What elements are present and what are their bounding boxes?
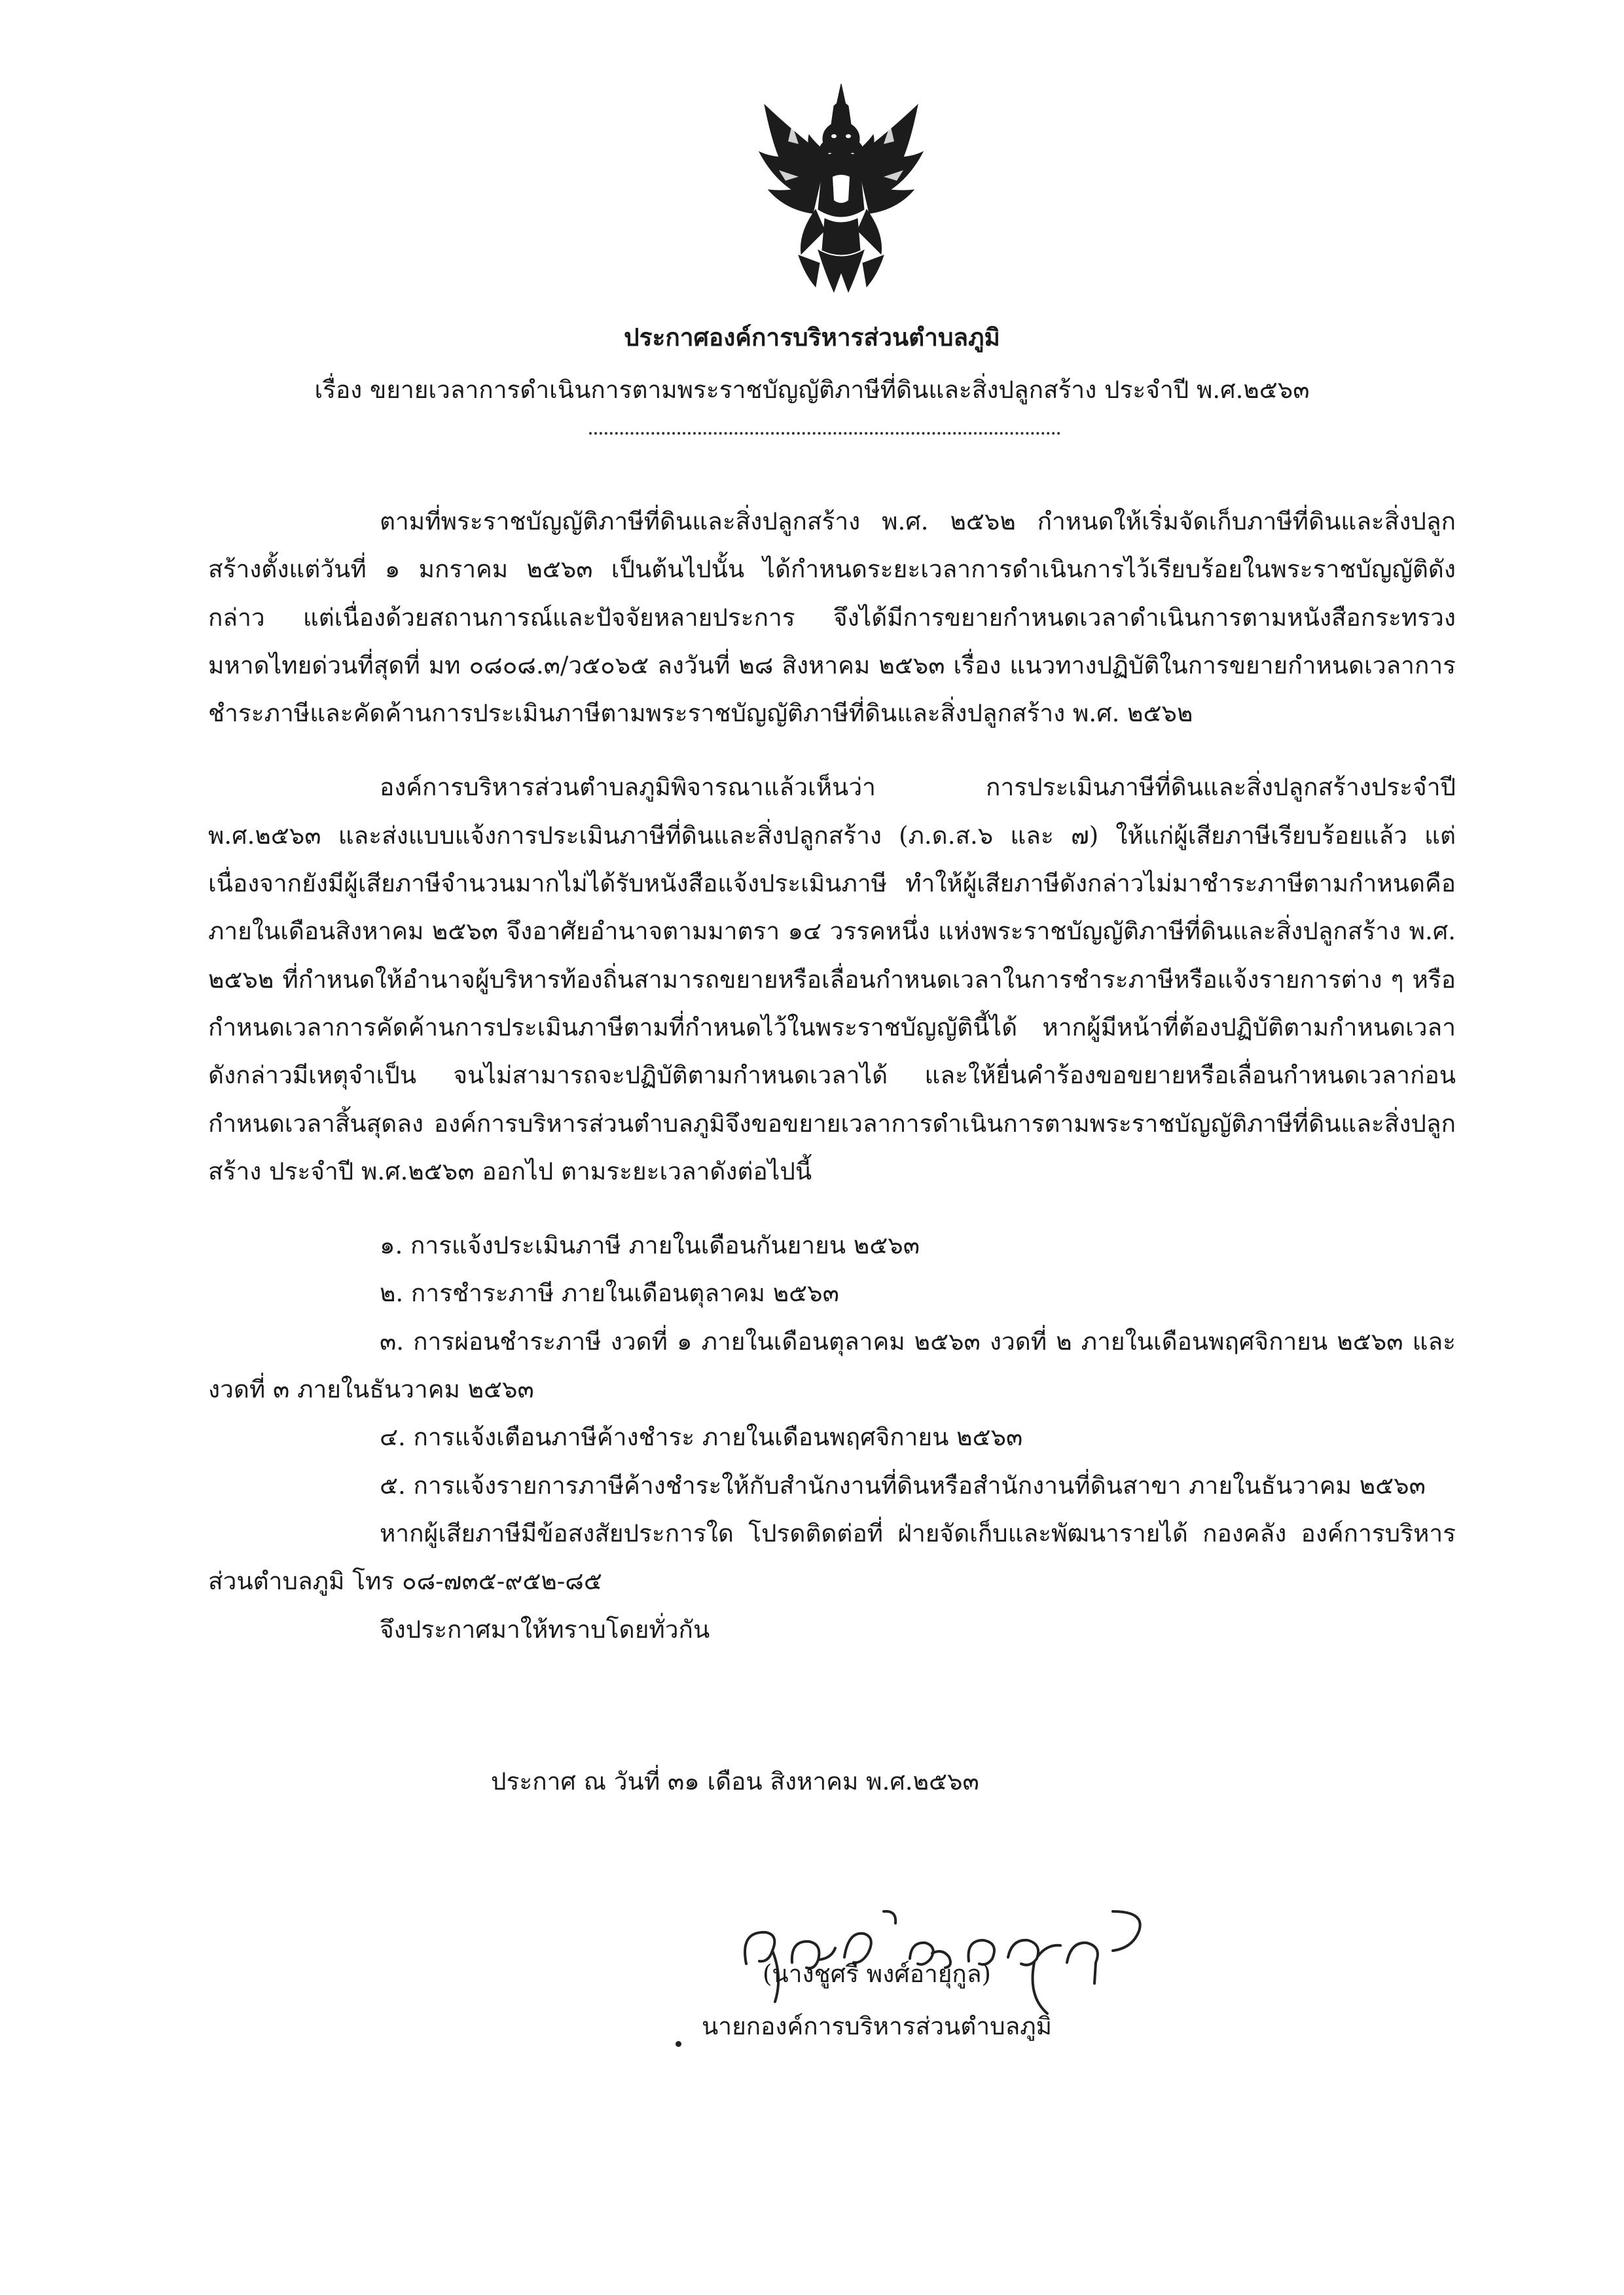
list-item: ๑. การแจ้งประเมินภาษี ภายในเดือนกันยายน ๒๕๖๓ <box>380 1231 920 1260</box>
list-item: ๒. การชำระภาษี ภายในเดือนตุลาคม ๒๕๖๓ <box>380 1279 839 1308</box>
signer-name: (นางชูศรี พงศ์อายุกูล) <box>763 1960 991 1988</box>
list-item: ๕. การแจ้งรายการภาษีค้างชำระให้กับสำนักงานที่ดินหรือสำนักงานที่ดินสาขา ภายในธันวาคม ๒๕๖๓ <box>380 1471 1426 1500</box>
signer-title: นายกองค์การบริหารส่วนตำบลภูมิ <box>702 2012 1053 2040</box>
paragraph-background: ตามที่พระราชบัญญัติภาษีที่ดินและสิ่งปลูกสร้าง พ.ศ. ๒๕๖๒ กำหนดให้เริ่มจัดเก็บภาษีที่ดินและสิ่งปลูกสร้างตั้งแต่วันที่ ๑ มกราคม ๒๕๖๓ เป็นต้นไปนั้น ได้กำหนดระยะเวลาการดำเนินการไว้เรียบร้อยในพระราชบัญญัติดังกล่าว แต่เนื่องด้วยสถานการณ์และปัจจัยหลายประการ จึงได้มีการขยายกำหนดเวลาดำเนินการตามหนังสือกระทรวงมหาดไทยด่วนที่สุดที่ มท ๐๘๐๘.๓/ว๕๐๖๕ ลงวันที่ ๒๘ สิงหาคม ๒๕๖๓ เรื่อง แนวทางปฏิบัติในการขยายกำหนดเวลาการชำระภาษีและคัดค้านการประเมินภาษีตามพระราชบัญญัติภาษีที่ดินและสิ่งปลูกสร้าง พ.ศ. ๒๕๖๒ <box>208 507 1456 728</box>
announcement-subject: เรื่อง ขยายเวลาการดำเนินการตามพระราชบัญญัติภาษีที่ดินและสิ่งปลูกสร้าง ประจำปี พ.ศ.๒๕๖๓ <box>314 376 1310 404</box>
ink-dot <box>676 2041 681 2047</box>
closing-line: จึงประกาศมาให้ทราบโดยทั่วกัน <box>380 1615 710 1644</box>
dotted-divider <box>589 432 1060 435</box>
list-item: ๓. การผ่อนชำระภาษี งวดที่ ๑ ภายในเดือนตุลาคม ๒๕๖๓ งวดที่ ๒ ภายในเดือนพฤศจิกายน ๒๕๖๓ และงวดที่ ๓ ภายในธันวาคม ๒๕๖๓ <box>208 1327 1456 1404</box>
paragraph-contact: หากผู้เสียภาษีมีข้อสงสัยประการใด โปรดติดต่อที่ ฝ่ายจัดเก็บและพัฒนารายได้ กองคลัง องค์การบริหารส่วนตำบลภูมิ โทร ๐๘-๗๓๕-๙๕๒-๘๕ <box>208 1519 1456 1596</box>
announcement-body <box>208 497 1456 1653</box>
announcement-title: ประกาศองค์การบริหารส่วนตำบลภูมิ <box>624 323 1000 352</box>
paragraph-decision: องค์การบริหารส่วนตำบลภูมิพิจารณาแล้วเห็นว่า การประเมินภาษีที่ดินและสิ่งปลูกสร้างประจำปี พ.ศ.๒๕๖๓ และส่งแบบแจ้งการประเมินภาษีที่ดินและสิ่งปลูกสร้าง (ภ.ด.ส.๖ และ ๗) ให้แก่ผู้เสียภาษีเรียบร้อยแล้ว แต่เนื่องจากยังมีผู้เสียภาษีจำนวนมากไม่ได้รับหนังสือแจ้งประเมินภาษี ทำให้ผู้เสียภาษีดังกล่าวไม่มาชำระภาษีตามกำหนดคือ ภายในเดือนสิงหาคม ๒๕๖๓ จึงอาศัยอำนาจตามมาตรา ๑๔ วรรคหนึ่ง แห่งพระราชบัญญัติภาษีที่ดินและสิ่งปลูกสร้าง พ.ศ. ๒๕๖๒ ที่กำหนดให้อำนาจผู้บริหารท้องถิ่นสามารถขยายหรือเลื่อนกำหนดเวลาในการชำระภาษีหรือแจ้งรายการต่าง ๆ หรือกำหนดเวลาการคัดค้านการประเมินภาษีตามที่กำหนดไว้ในพระราชบัญญัตินี้ได้ หากผู้มีหน้าที่ต้องปฏิบัติตามกำหนดเวลาดังกล่าวมีเหตุจำเป็น จนไม่สามารถจะปฏิบัติตามกำหนดเวลาได้ และให้ยื่นคำร้องขอขยายหรือเลื่อนกำหนดเวลาก่อนกำหนดเวลาสิ้นสุดลง องค์การบริหารส่วนตำบลภูมิจึงขอขยายเวลาการดำเนินการตามพระราชบัญญัติภาษีที่ดินและสิ่งปลูกสร้าง ประจำปี พ.ศ.๒๕๖๓ ออกไป ตามระยะเวลาดังต่อไปนี้ <box>208 773 1456 1185</box>
announcement-date: ประกาศ ณ วันที่ ๓๑ เดือน สิงหาคม พ.ศ.๒๕๖๓ <box>491 1767 979 1796</box>
garuda-emblem-icon <box>753 79 929 301</box>
list-item: ๔. การแจ้งเตือนภาษีค้างชำระ ภายในเดือนพฤศจิกายน ๒๕๖๓ <box>380 1423 1023 1452</box>
